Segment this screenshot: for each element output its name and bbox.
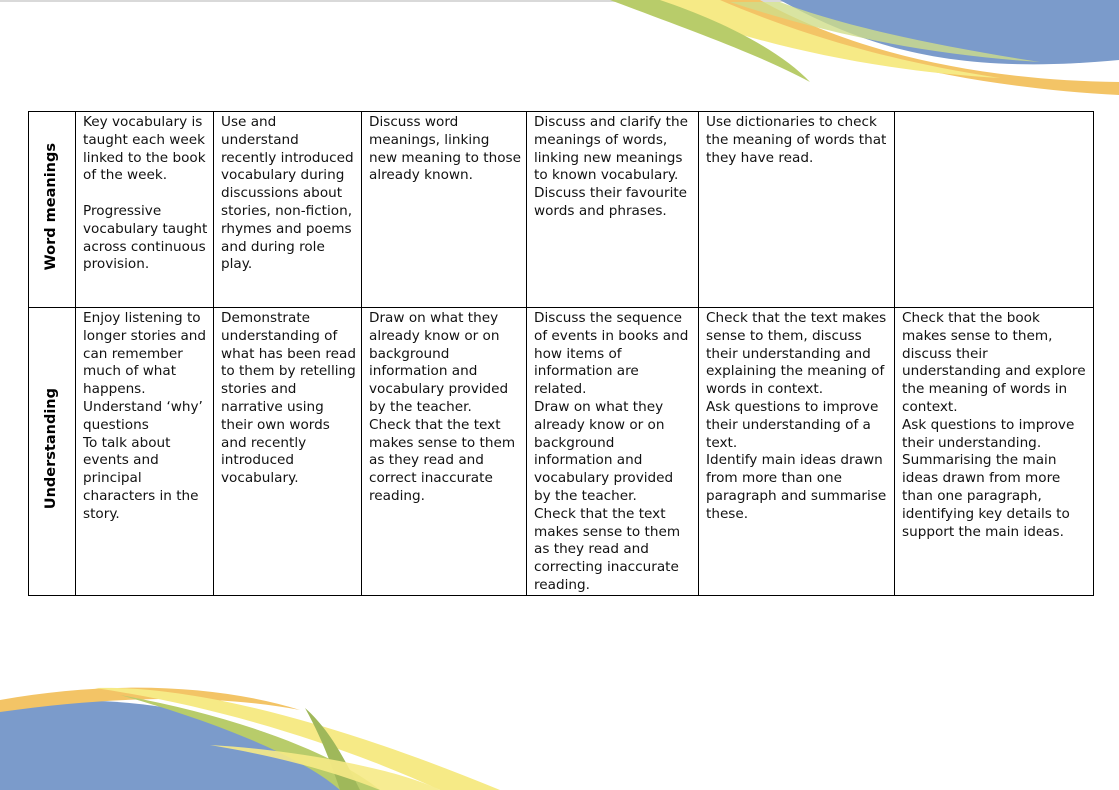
table-row <box>29 308 1094 596</box>
table-cell <box>527 308 699 596</box>
table-cell <box>895 308 1094 596</box>
cell-text: Use and understand recently introduced vocabulary during discussions about stories, non-fiction, rhymes and poems and during role play. <box>221 114 354 273</box>
table-cell <box>214 112 362 308</box>
row-header <box>29 308 76 596</box>
top-wave-decoration <box>0 0 1119 120</box>
table-cell <box>699 112 895 308</box>
cell-text: Check that the text makes sense to them, discuss their understanding and explaining the meaning of words in context. Ask questions to improve their understanding of a text. Identify main ideas drawn from more than one paragraph and summarise these. <box>706 310 887 522</box>
table-cell <box>895 112 1094 308</box>
table-row <box>29 112 1094 308</box>
cell-text: Use dictionaries to check the meaning of words that they have read. <box>706 114 887 166</box>
row-header <box>29 112 76 308</box>
cell-text: Demonstrate understanding of what has been read to them by retelling stories and narrative using their own words and recently introduced vocabulary. <box>221 310 356 487</box>
table-cell <box>362 308 527 596</box>
row-label: Understanding <box>43 387 60 510</box>
cell-text: Check that the book makes sense to them, discuss their understanding and explore the meaning of words in context. Ask questions to improve their understanding. Summarising the main ideas drawn from more than one paragraph, identifying key details to support the main ideas. <box>902 310 1086 540</box>
table-cell <box>527 112 699 308</box>
table-cell <box>699 308 895 596</box>
page-top-border <box>0 0 1119 2</box>
table-cell <box>362 112 527 308</box>
cell-text: Key vocabulary is taught each week linked to the book of the week. Progressive vocabulary taught across continuous provision. <box>83 114 208 273</box>
table-cell <box>76 112 214 308</box>
row-label: Word meanings <box>43 142 60 271</box>
bottom-wave-decoration <box>0 640 1119 790</box>
cell-text: Discuss the sequence of events in books and how items of information are related. Draw on what they already know or on background information and vocabulary provided by the teacher. Check that the text makes sense to them as they read and correcting inaccurate reading. <box>534 310 689 593</box>
cell-text: Discuss word meanings, linking new meaning to those already known. <box>369 114 521 184</box>
table-cell <box>214 308 362 596</box>
reading-curriculum-table <box>28 111 1094 596</box>
cell-text: Discuss and clarify the meanings of words, linking new meanings to known vocabulary. Discuss their favourite words and phrases. <box>534 114 688 219</box>
cell-text: Enjoy listening to longer stories and can remember much of what happens. Understand ‘why’ questions To talk about events and principal characters in the story. <box>83 310 207 522</box>
table-cell <box>76 308 214 596</box>
cell-text: Draw on what they already know or on background information and vocabulary provided by the teacher. Check that the text makes sense to them as they read and correct inaccurate reading. <box>369 310 516 504</box>
